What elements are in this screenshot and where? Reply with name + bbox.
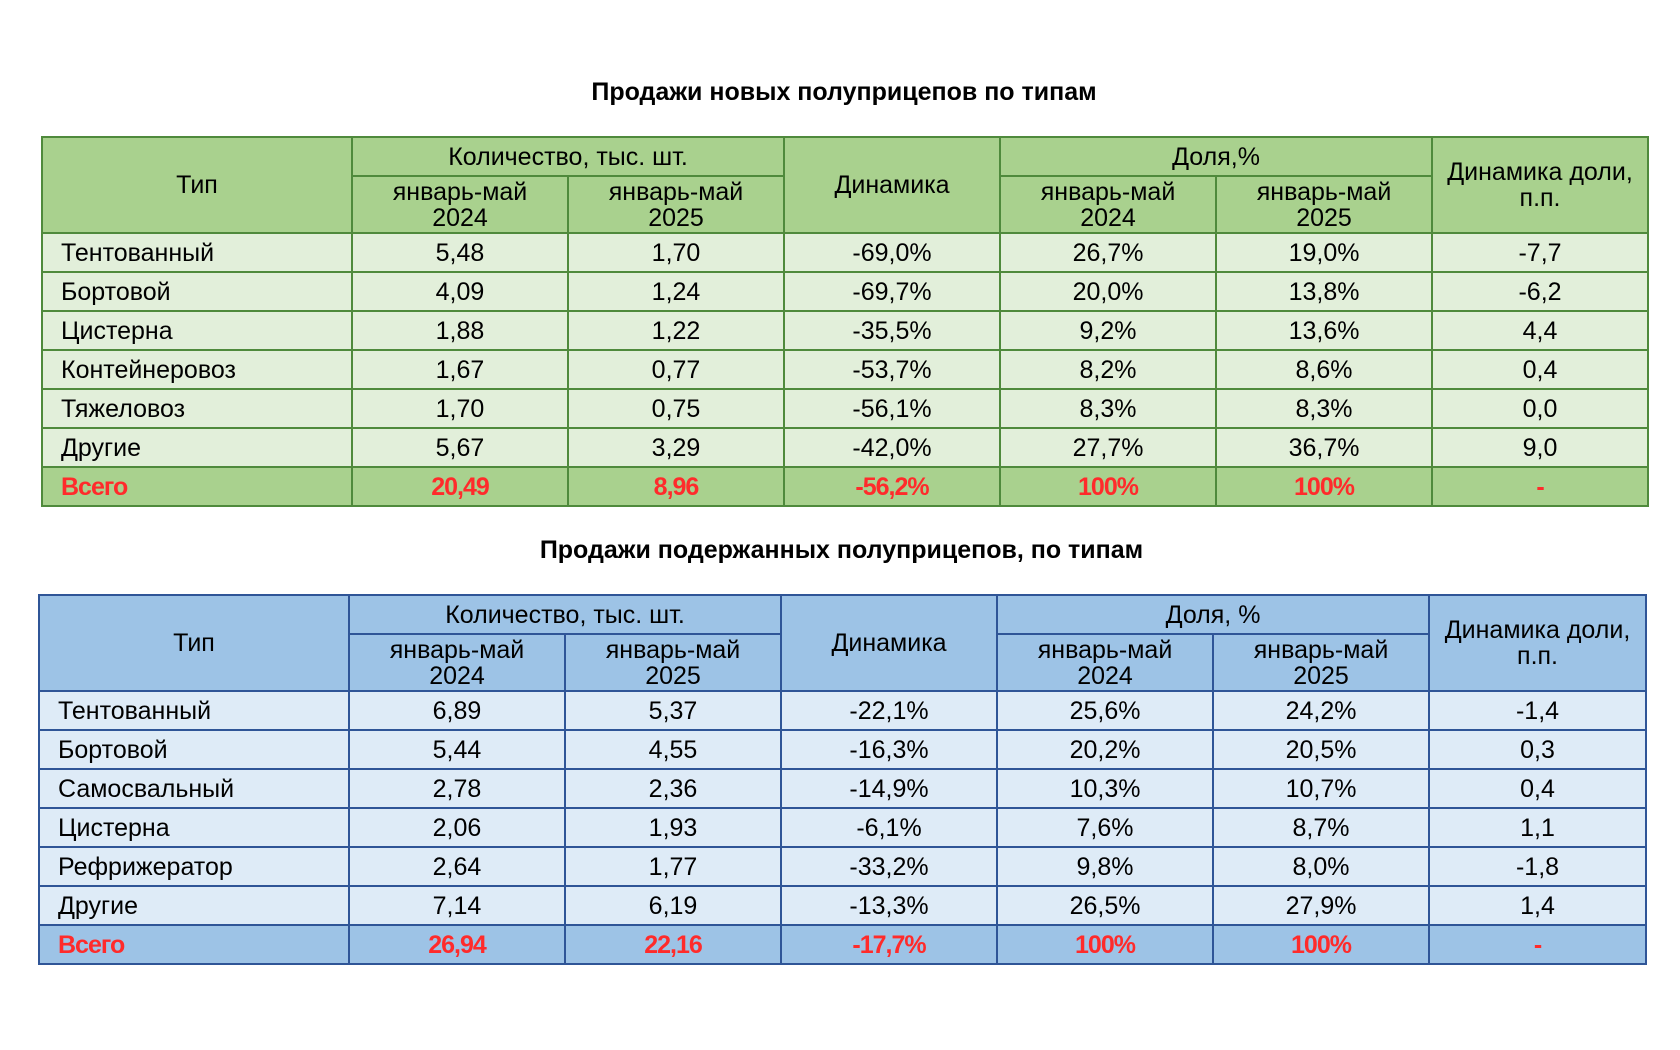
table-row <box>42 428 1648 467</box>
header-share: Доля, % <box>997 595 1429 634</box>
cell-quantity-2025: 1,70 <box>568 233 784 272</box>
table-row <box>39 769 1646 808</box>
header-share-2025 <box>1213 634 1429 691</box>
cell-share-2024: 10,3% <box>997 769 1213 808</box>
cell-share-2025: 19,0% <box>1216 233 1432 272</box>
header-type: Тип <box>42 137 352 233</box>
header-period-year: 2025 <box>645 661 701 690</box>
header-quantity: Количество, тыс. шт. <box>349 595 781 634</box>
new-semitrailers-body <box>42 233 1648 506</box>
header-period-label: январь-май <box>605 635 741 664</box>
header-period-label: январь-май <box>608 177 744 206</box>
cell-share-2025: 8,0% <box>1213 847 1429 886</box>
header-period-label: январь-май <box>1037 635 1173 664</box>
cell-quantity-2024: 5,44 <box>349 730 565 769</box>
header-dynamics: Динамика <box>781 595 997 691</box>
header-quantity-2025 <box>565 634 781 691</box>
table-row <box>42 311 1648 350</box>
table-row <box>39 886 1646 925</box>
cell-quantity-2024: 4,09 <box>352 272 568 311</box>
header-type: Тип <box>39 595 349 691</box>
table-row <box>39 691 1646 730</box>
used-semitrailers-title: Продажи подержанных полуприцепов, по типам <box>539 536 1144 564</box>
cell-type: Цистерна <box>39 808 349 847</box>
cell-share-2024: 7,6% <box>997 808 1213 847</box>
cell-type: Бортовой <box>42 272 352 311</box>
cell-share-dynamics: 0,4 <box>1429 769 1646 808</box>
cell-quantity-2024: 2,64 <box>349 847 565 886</box>
cell-quantity-2024: 7,14 <box>349 886 565 925</box>
cell-share-2025: 100% <box>1216 467 1432 506</box>
header-period-label: январь-май <box>392 177 528 206</box>
cell-quantity-2025: 2,36 <box>565 769 781 808</box>
used-semitrailers-section <box>38 532 1645 965</box>
cell-share-dynamics: 9,0 <box>1432 428 1648 467</box>
cell-type: Контейнеровоз <box>42 350 352 389</box>
cell-quantity-2024: 5,67 <box>352 428 568 467</box>
cell-quantity-2025: 1,77 <box>565 847 781 886</box>
cell-dynamics: -56,2% <box>784 467 1000 506</box>
header-quantity-2025 <box>568 176 784 233</box>
header-period-year: 2024 <box>429 661 485 690</box>
cell-share-dynamics: - <box>1429 925 1646 964</box>
cell-quantity-2025: 0,75 <box>568 389 784 428</box>
cell-share-2024: 9,8% <box>997 847 1213 886</box>
header-period-label: январь-май <box>389 635 525 664</box>
cell-share-2025: 100% <box>1213 925 1429 964</box>
table-row <box>39 808 1646 847</box>
cell-share-2024: 20,0% <box>1000 272 1216 311</box>
header-period-year: 2025 <box>648 203 704 232</box>
used-semitrailers-table <box>38 594 1647 965</box>
cell-share-2024: 20,2% <box>997 730 1213 769</box>
header-share-dynamics-line2: п.п. <box>1519 184 1561 212</box>
cell-quantity-2024: 26,94 <box>349 925 565 964</box>
header-quantity: Количество, тыс. шт. <box>352 137 784 176</box>
cell-share-2024: 100% <box>1000 467 1216 506</box>
cell-quantity-2024: 2,06 <box>349 808 565 847</box>
header-period-year: 2024 <box>1077 661 1133 690</box>
header-period-label: январь-май <box>1253 635 1389 664</box>
cell-dynamics: -42,0% <box>784 428 1000 467</box>
header-period-year: 2025 <box>1293 661 1349 690</box>
header-period-year: 2024 <box>432 203 488 232</box>
cell-quantity-2024: 6,89 <box>349 691 565 730</box>
cell-quantity-2025: 1,24 <box>568 272 784 311</box>
header-quantity-2024 <box>349 634 565 691</box>
cell-share-2025: 13,8% <box>1216 272 1432 311</box>
header-period-label: январь-май <box>1256 177 1392 206</box>
header-share-2024 <box>1000 176 1216 233</box>
cell-share-2024: 26,7% <box>1000 233 1216 272</box>
new-semitrailers-table <box>41 136 1649 507</box>
cell-quantity-2024: 1,88 <box>352 311 568 350</box>
cell-share-dynamics: 0,4 <box>1432 350 1648 389</box>
cell-share-dynamics: - <box>1432 467 1648 506</box>
cell-quantity-2024: 1,67 <box>352 350 568 389</box>
cell-quantity-2025: 5,37 <box>565 691 781 730</box>
cell-type: Тентованный <box>39 691 349 730</box>
cell-dynamics: -69,0% <box>784 233 1000 272</box>
table-row <box>42 350 1648 389</box>
cell-type: Всего <box>42 467 352 506</box>
cell-share-2025: 10,7% <box>1213 769 1429 808</box>
cell-quantity-2025: 1,22 <box>568 311 784 350</box>
cell-type: Тентованный <box>42 233 352 272</box>
cell-dynamics: -56,1% <box>784 389 1000 428</box>
cell-share-2025: 8,6% <box>1216 350 1432 389</box>
header-share-dynamics-line2: п.п. <box>1517 642 1558 670</box>
cell-quantity-2025: 6,19 <box>565 886 781 925</box>
cell-quantity-2024: 2,78 <box>349 769 565 808</box>
cell-share-dynamics: -1,4 <box>1429 691 1646 730</box>
cell-share-2024: 8,3% <box>1000 389 1216 428</box>
cell-share-2025: 13,6% <box>1216 311 1432 350</box>
cell-share-2024: 100% <box>997 925 1213 964</box>
cell-dynamics: -14,9% <box>781 769 997 808</box>
cell-share-2025: 24,2% <box>1213 691 1429 730</box>
header-period-label: январь-май <box>1040 177 1176 206</box>
used-semitrailers-body <box>39 691 1646 964</box>
cell-type: Другие <box>39 886 349 925</box>
cell-share-2025: 8,7% <box>1213 808 1429 847</box>
cell-share-2024: 8,2% <box>1000 350 1216 389</box>
header-share-dynamics-line1: Динамика доли, <box>1447 158 1633 186</box>
cell-share-dynamics: 0,0 <box>1432 389 1648 428</box>
header-dynamics: Динамика <box>784 137 1000 233</box>
cell-type: Другие <box>42 428 352 467</box>
cell-quantity-2025: 1,93 <box>565 808 781 847</box>
header-share-dynamics <box>1429 595 1646 691</box>
cell-share-2025: 27,9% <box>1213 886 1429 925</box>
cell-quantity-2025: 8,96 <box>568 467 784 506</box>
header-quantity-2024 <box>352 176 568 233</box>
cell-type: Рефрижератор <box>39 847 349 886</box>
table-row <box>42 272 1648 311</box>
table-row <box>39 847 1646 886</box>
cell-share-dynamics: 0,3 <box>1429 730 1646 769</box>
header-period-year: 2024 <box>1080 203 1136 232</box>
cell-share-dynamics: 1,1 <box>1429 808 1646 847</box>
header-share: Доля,% <box>1000 137 1432 176</box>
header-share-dynamics-line1: Динамика доли, <box>1444 616 1631 644</box>
cell-share-2024: 27,7% <box>1000 428 1216 467</box>
cell-dynamics: -53,7% <box>784 350 1000 389</box>
header-period-year: 2025 <box>1296 203 1352 232</box>
cell-share-2025: 20,5% <box>1213 730 1429 769</box>
cell-dynamics: -22,1% <box>781 691 997 730</box>
cell-share-2024: 25,6% <box>997 691 1213 730</box>
new-semitrailers-title: Продажи новых полуприцепов по типам <box>591 78 1097 106</box>
cell-type: Всего <box>39 925 349 964</box>
table-total-row <box>39 925 1646 964</box>
cell-dynamics: -17,7% <box>781 925 997 964</box>
table-row <box>39 730 1646 769</box>
header-share-2024 <box>997 634 1213 691</box>
cell-share-2025: 8,3% <box>1216 389 1432 428</box>
cell-type: Цистерна <box>42 311 352 350</box>
cell-dynamics: -33,2% <box>781 847 997 886</box>
cell-dynamics: -35,5% <box>784 311 1000 350</box>
cell-share-dynamics: 1,4 <box>1429 886 1646 925</box>
cell-share-dynamics: -7,7 <box>1432 233 1648 272</box>
cell-dynamics: -69,7% <box>784 272 1000 311</box>
cell-dynamics: -6,1% <box>781 808 997 847</box>
cell-type: Бортовой <box>39 730 349 769</box>
cell-share-2025: 36,7% <box>1216 428 1432 467</box>
cell-share-dynamics: 4,4 <box>1432 311 1648 350</box>
cell-share-dynamics: -1,8 <box>1429 847 1646 886</box>
cell-share-dynamics: -6,2 <box>1432 272 1648 311</box>
header-share-dynamics <box>1432 137 1648 233</box>
table-row <box>42 233 1648 272</box>
cell-quantity-2024: 1,70 <box>352 389 568 428</box>
cell-type: Самосвальный <box>39 769 349 808</box>
cell-dynamics: -16,3% <box>781 730 997 769</box>
cell-dynamics: -13,3% <box>781 886 997 925</box>
header-share-2025 <box>1216 176 1432 233</box>
table-total-row <box>42 467 1648 506</box>
table-row <box>42 389 1648 428</box>
cell-share-2024: 26,5% <box>997 886 1213 925</box>
cell-share-2024: 9,2% <box>1000 311 1216 350</box>
cell-quantity-2025: 4,55 <box>565 730 781 769</box>
new-semitrailers-section <box>41 74 1647 507</box>
cell-quantity-2025: 3,29 <box>568 428 784 467</box>
cell-quantity-2025: 22,16 <box>565 925 781 964</box>
cell-quantity-2025: 0,77 <box>568 350 784 389</box>
cell-quantity-2024: 20,49 <box>352 467 568 506</box>
cell-quantity-2024: 5,48 <box>352 233 568 272</box>
cell-type: Тяжеловоз <box>42 389 352 428</box>
